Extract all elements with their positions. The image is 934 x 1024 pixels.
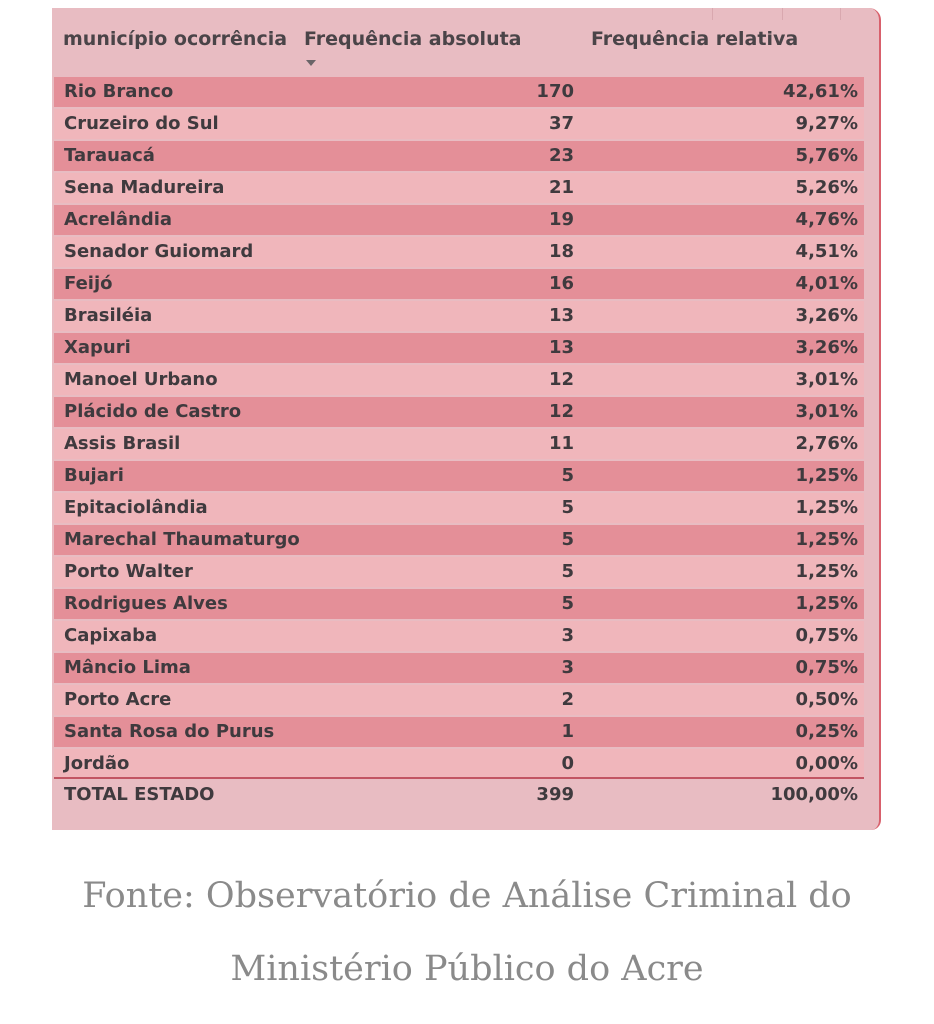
table-row[interactable] (54, 173, 864, 203)
cell-frequencia-absoluta: 5 (561, 497, 574, 518)
total-row (54, 780, 864, 810)
cell-frequencia-absoluta: 5 (561, 561, 574, 582)
source-caption-line-1: Fonte: Observatório de Análise Criminal do (82, 876, 852, 916)
table-row[interactable] (54, 589, 864, 619)
cell-municipio: Porto Acre (64, 689, 172, 710)
sort-descending-icon[interactable] (306, 60, 316, 66)
cell-frequencia-absoluta: 5 (561, 465, 574, 486)
visual-header-divider (712, 8, 872, 22)
source-caption-line-2: Ministério Público do Acre (230, 949, 704, 989)
total-absoluta: 399 (536, 784, 574, 805)
table-row[interactable] (54, 461, 864, 491)
table-row[interactable] (54, 685, 864, 715)
cell-frequencia-absoluta: 18 (548, 241, 574, 262)
table-row[interactable] (54, 109, 864, 139)
cell-frequencia-absoluta: 0 (561, 753, 574, 774)
cell-frequencia-relativa: 1,25% (795, 497, 858, 518)
cell-frequencia-relativa: 5,26% (795, 177, 858, 198)
cell-frequencia-relativa: 4,01% (795, 273, 858, 294)
cell-municipio: Brasiléia (64, 305, 153, 326)
cell-municipio: Sena Madureira (64, 177, 225, 198)
cell-frequencia-absoluta: 12 (548, 401, 574, 422)
table-row[interactable] (54, 429, 864, 459)
table-row[interactable] (54, 333, 864, 363)
total-label: TOTAL ESTADO (64, 784, 215, 805)
table-row[interactable] (54, 749, 864, 779)
cell-municipio: Epitaciolândia (64, 497, 208, 518)
cell-frequencia-relativa: 3,26% (795, 337, 858, 358)
table-row[interactable] (54, 621, 864, 651)
cell-frequencia-relativa: 4,51% (795, 241, 858, 262)
cell-municipio: Marechal Thaumaturgo (64, 529, 300, 550)
table-body (54, 77, 864, 781)
cell-municipio: Mâncio Lima (64, 657, 191, 678)
cell-municipio: Santa Rosa do Purus (64, 721, 275, 742)
table-row[interactable] (54, 653, 864, 683)
cell-frequencia-relativa: 1,25% (795, 465, 858, 486)
cell-frequencia-relativa: 1,25% (795, 561, 858, 582)
cell-frequencia-absoluta: 5 (561, 529, 574, 550)
cell-frequencia-absoluta: 16 (548, 273, 574, 294)
cell-municipio: Assis Brasil (64, 433, 181, 454)
cell-frequencia-absoluta: 170 (536, 81, 574, 102)
table-visual (52, 8, 881, 830)
cell-frequencia-relativa: 5,76% (795, 145, 858, 166)
table-row[interactable] (54, 557, 864, 587)
cell-frequencia-relativa: 0,75% (795, 657, 858, 678)
cell-frequencia-absoluta: 11 (548, 433, 574, 454)
cell-frequencia-relativa: 3,01% (795, 369, 858, 390)
cell-municipio: Rio Branco (64, 81, 174, 102)
table-row[interactable] (54, 493, 864, 523)
cell-municipio: Manoel Urbano (64, 369, 218, 390)
cell-municipio: Xapuri (64, 337, 131, 358)
cell-frequencia-relativa: 3,26% (795, 305, 858, 326)
cell-frequencia-relativa: 3,01% (795, 401, 858, 422)
cell-municipio: Senador Guiomard (64, 241, 254, 262)
table-header (54, 24, 864, 76)
cell-frequencia-absoluta: 3 (561, 625, 574, 646)
cell-frequencia-absoluta: 23 (548, 145, 574, 166)
table-row[interactable] (54, 269, 864, 299)
cell-frequencia-relativa: 0,50% (795, 689, 858, 710)
cell-frequencia-relativa: 2,76% (795, 433, 858, 454)
table-row[interactable] (54, 717, 864, 747)
table-row[interactable] (54, 77, 864, 107)
cell-frequencia-absoluta: 19 (548, 209, 574, 230)
cell-frequencia-absoluta: 13 (548, 337, 574, 358)
cell-frequencia-absoluta: 37 (548, 113, 574, 134)
cell-municipio: Plácido de Castro (64, 401, 242, 422)
table-row[interactable] (54, 365, 864, 395)
table-row[interactable] (54, 397, 864, 427)
cell-frequencia-absoluta: 3 (561, 657, 574, 678)
cell-frequencia-relativa: 9,27% (795, 113, 858, 134)
cell-frequencia-relativa: 0,75% (795, 625, 858, 646)
total-divider (54, 777, 864, 779)
column-header-municipio[interactable]: município ocorrência (63, 28, 288, 50)
cell-frequencia-relativa: 1,25% (795, 593, 858, 614)
cell-municipio: Capixaba (64, 625, 158, 646)
cell-municipio: Feijó (64, 273, 113, 294)
cell-municipio: Porto Walter (64, 561, 193, 582)
cell-frequencia-relativa: 1,25% (795, 529, 858, 550)
cell-municipio: Acrelândia (64, 209, 173, 230)
table-row[interactable] (54, 205, 864, 235)
cell-municipio: Jordão (64, 753, 130, 774)
cell-frequencia-absoluta: 13 (548, 305, 574, 326)
cell-frequencia-absoluta: 5 (561, 593, 574, 614)
cell-municipio: Rodrigues Alves (64, 593, 228, 614)
table-row[interactable] (54, 301, 864, 331)
cell-frequencia-absoluta: 12 (548, 369, 574, 390)
cell-frequencia-relativa: 0,25% (795, 721, 858, 742)
table-row[interactable] (54, 237, 864, 267)
cell-frequencia-relativa: 4,76% (795, 209, 858, 230)
table-row[interactable] (54, 141, 864, 171)
cell-municipio: Cruzeiro do Sul (64, 113, 219, 134)
cell-municipio: Bujari (64, 465, 124, 486)
cell-frequencia-absoluta: 1 (561, 721, 574, 742)
table-row[interactable] (54, 525, 864, 555)
cell-frequencia-absoluta: 21 (548, 177, 574, 198)
cell-frequencia-absoluta: 2 (561, 689, 574, 710)
column-header-frequencia-absoluta[interactable]: Frequência absoluta (304, 28, 522, 50)
cell-frequencia-relativa: 0,00% (795, 753, 858, 774)
column-header-frequencia-relativa[interactable]: Frequência relativa (591, 28, 799, 50)
cell-frequencia-relativa: 42,61% (783, 81, 858, 102)
total-relativa: 100,00% (770, 784, 858, 805)
cell-municipio: Tarauacá (64, 145, 155, 166)
